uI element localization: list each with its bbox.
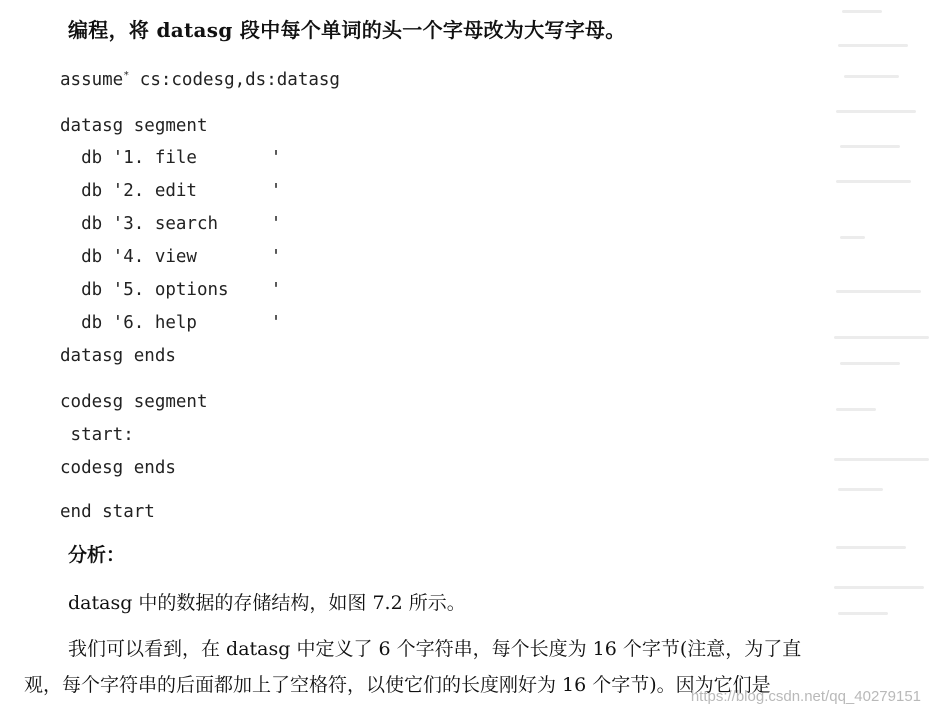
code-line-db-1: db '1. file ': [60, 148, 282, 168]
code-line-db-6: db '6. help ': [60, 313, 282, 333]
code-line-db-4: db '4. view ': [60, 247, 282, 267]
code-line-codesg-ends: codesg ends: [60, 458, 176, 478]
code-line-datasg-segment: datasg segment: [60, 116, 208, 136]
code-line-end-start: end start: [60, 502, 155, 522]
assume-args: cs:codesg,ds:datasg: [129, 70, 340, 90]
paragraph-line-1: 我们可以看到，在 datasg 中定义了 6 个字符串，每个长度为 16 个字节(注意，为了直: [68, 638, 802, 660]
task-heading: 编程，将 datasg 段中每个单词的头一个字母改为大写字母。: [68, 18, 626, 42]
analysis-label: 分析：: [68, 544, 126, 566]
watermark: https://blog.csdn.net/qq_40279151: [690, 688, 921, 705]
assume-mark: *: [123, 70, 130, 82]
assume-keyword: assume: [60, 70, 124, 90]
code-line-db-5: db '5. options ': [60, 280, 282, 300]
paragraph-storage-structure: datasg 中的数据的存储结构，如图 7.2 所示。: [68, 592, 466, 614]
code-line-datasg-ends: datasg ends: [60, 346, 176, 366]
code-line-assume: [60, 70, 340, 90]
code-line-start: start:: [60, 425, 134, 445]
code-line-codesg-segment: codesg segment: [60, 392, 208, 412]
code-line-db-3: db '3. search ': [60, 214, 282, 234]
code-line-db-2: db '2. edit ': [60, 181, 282, 201]
paragraph-line-2: 观，每个字符串的后面都加上了空格符，以使它们的长度刚好为 16 个字节)。因为它们是: [24, 674, 771, 696]
